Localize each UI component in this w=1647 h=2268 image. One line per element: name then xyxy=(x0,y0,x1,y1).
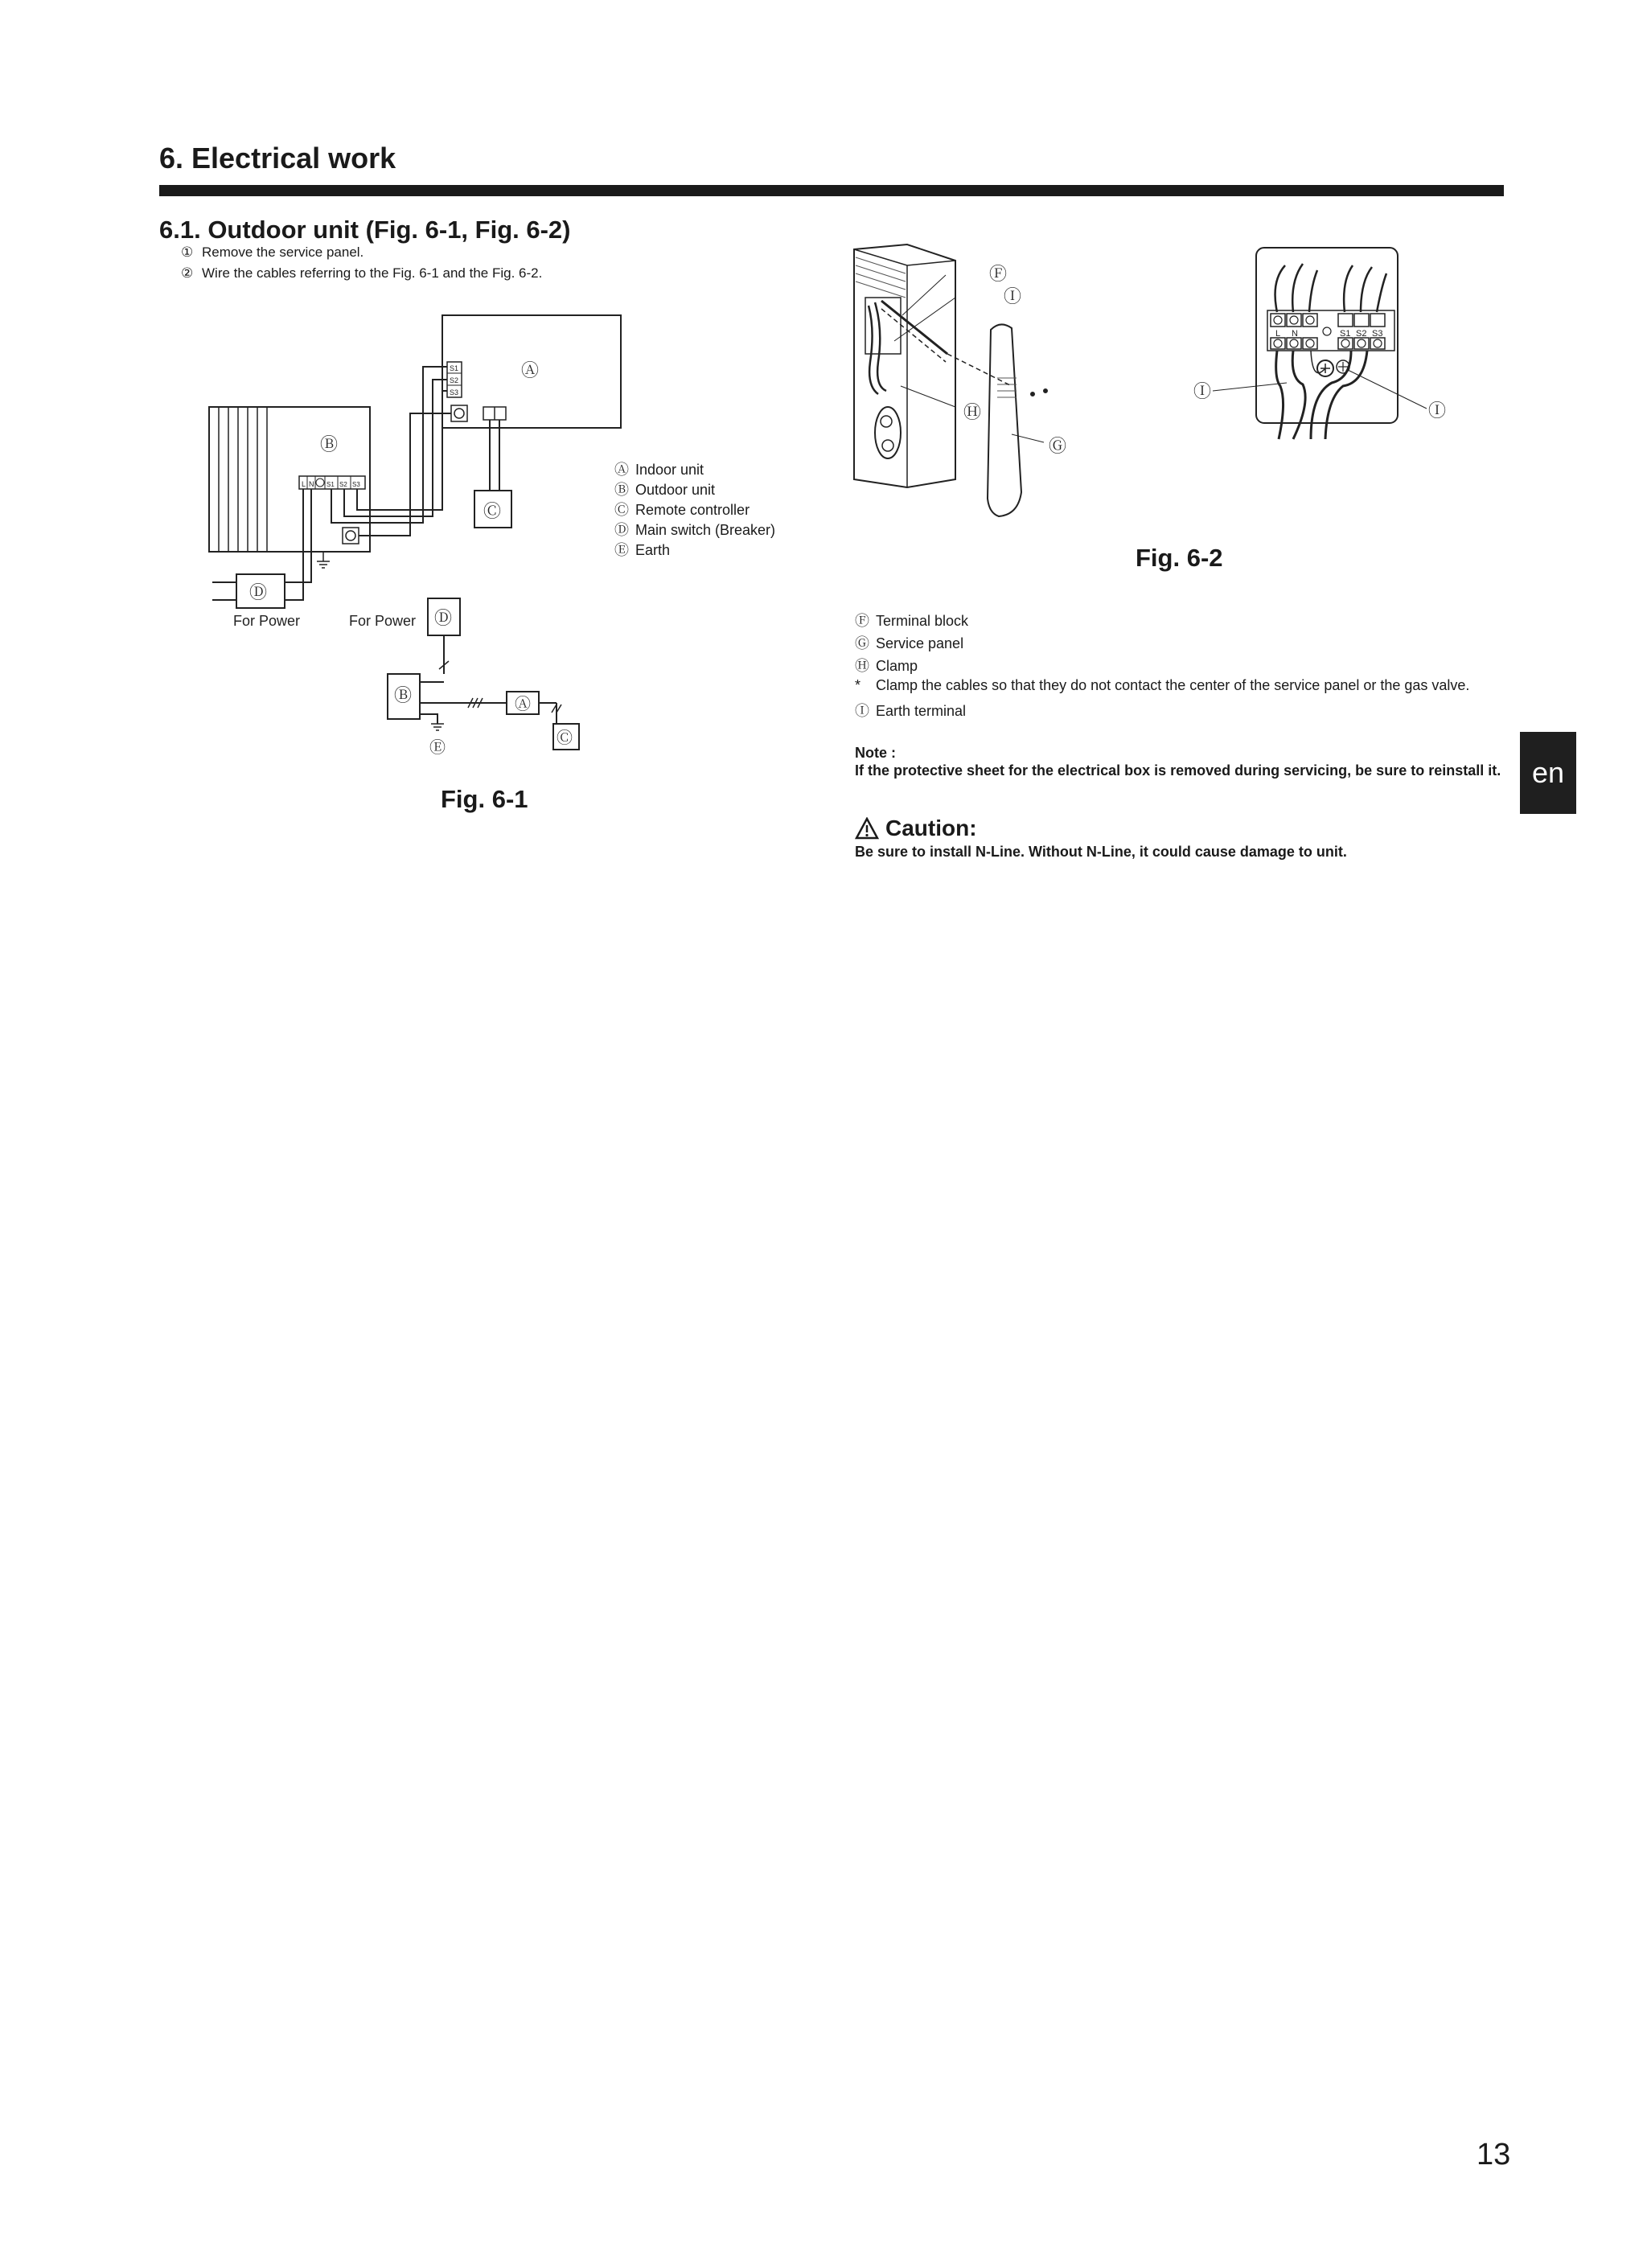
outdoor-term-l: L xyxy=(302,480,306,488)
page-number: 13 xyxy=(1477,2138,1511,2171)
label-i-1: Ⓘ xyxy=(1004,286,1022,306)
closeup-term-s1: S1 xyxy=(1340,329,1351,339)
fig-6-2-caption: Fig. 6-2 xyxy=(1136,544,1223,572)
closeup-term-n: N xyxy=(1292,329,1298,339)
closeup-term-s2: S2 xyxy=(1356,329,1367,339)
label-c-2: Ⓒ xyxy=(557,729,573,747)
closeup-term-s3: S3 xyxy=(1372,329,1383,339)
label-f: Ⓕ xyxy=(989,264,1008,284)
indoor-term-s1: S1 xyxy=(450,364,459,372)
label-i-2: Ⓘ xyxy=(1193,381,1212,401)
indoor-term-s3: S3 xyxy=(450,388,459,396)
label-i-3: Ⓘ xyxy=(1428,401,1447,421)
outdoor-term-n: N xyxy=(309,480,314,488)
note-terminal-block: Ⓕ Terminal block xyxy=(855,613,969,629)
section-divider xyxy=(159,185,1504,196)
for-power-label-2: For Power xyxy=(349,613,417,629)
caution-heading-row xyxy=(855,816,977,841)
step-marker: ② xyxy=(181,265,194,281)
note-body: If the protective sheet for the electrical box is removed during servicing, be sure to reinstall it. xyxy=(855,762,1501,779)
label-c: Ⓒ xyxy=(483,501,502,521)
caution-heading: Caution: xyxy=(885,816,977,840)
note-service-panel: Ⓖ Service panel xyxy=(855,635,964,651)
indoor-term-s2: S2 xyxy=(450,376,459,384)
section-title: 6. Electrical work xyxy=(159,142,396,175)
label-b-2: Ⓑ xyxy=(394,685,413,705)
fig-6-2-terminal-closeup xyxy=(1190,241,1464,442)
step-text: Wire the cables referring to the Fig. 6-1 and the Fig. 6-2. xyxy=(202,265,543,281)
note-earth-terminal: Ⓘ Earth terminal xyxy=(855,703,967,719)
fig-6-1-legend xyxy=(614,460,775,561)
outdoor-term-s1: S1 xyxy=(327,481,335,488)
note-heading: Note : xyxy=(855,745,896,761)
outdoor-term-s2: S2 xyxy=(339,481,347,488)
step-1 xyxy=(181,244,363,261)
service-panel xyxy=(988,324,1021,516)
outdoor-unit-box xyxy=(209,407,370,552)
closeup-term-l: L xyxy=(1275,329,1281,339)
indoor-earth-terminal xyxy=(451,405,467,421)
for-power-label-1: For Power xyxy=(233,613,301,629)
label-d: Ⓓ xyxy=(249,582,268,602)
caution-body: Be sure to install N-Line. Without N-Line, it could cause damage to unit. xyxy=(855,844,1347,860)
warning-triangle-icon xyxy=(855,817,879,840)
note-clamp: Ⓗ Clamp xyxy=(855,658,918,674)
label-a-2: Ⓐ xyxy=(515,696,531,713)
note-clamp-instruction: * Clamp the cables so that they do not contact the center of the service panel or the gas valve. xyxy=(855,677,1470,693)
legend-item: Ⓐ Indoor unit xyxy=(614,462,704,478)
legend-item: Ⓓ Main switch (Breaker) xyxy=(614,522,776,538)
outdoor-earth-terminal xyxy=(343,528,359,544)
label-g: Ⓖ xyxy=(1049,436,1067,456)
legend-item: Ⓔ Earth xyxy=(614,542,671,558)
label-h: Ⓗ xyxy=(963,402,982,422)
label-d-2: Ⓓ xyxy=(434,608,453,628)
label-e: Ⓔ xyxy=(429,739,446,757)
label-b: Ⓑ xyxy=(320,434,339,454)
terminal-block-area xyxy=(865,298,901,354)
step-text: Remove the service panel. xyxy=(202,244,364,260)
fig-6-1-caption: Fig. 6-1 xyxy=(441,785,528,813)
fig-6-1-wiring-diagram xyxy=(201,306,635,772)
language-tab: en xyxy=(1520,732,1576,814)
legend-item: Ⓑ Outdoor unit xyxy=(614,482,716,498)
outdoor-term-s3: S3 xyxy=(352,481,360,488)
label-a: Ⓐ xyxy=(521,360,540,380)
step-marker: ① xyxy=(181,244,194,260)
fig-6-2-unit-illustration xyxy=(851,241,1092,523)
step-2 xyxy=(181,265,542,281)
legend-item: Ⓒ Remote controller xyxy=(614,502,750,518)
subsection-title: 6.1. Outdoor unit (Fig. 6-1, Fig. 6-2) xyxy=(159,216,571,244)
